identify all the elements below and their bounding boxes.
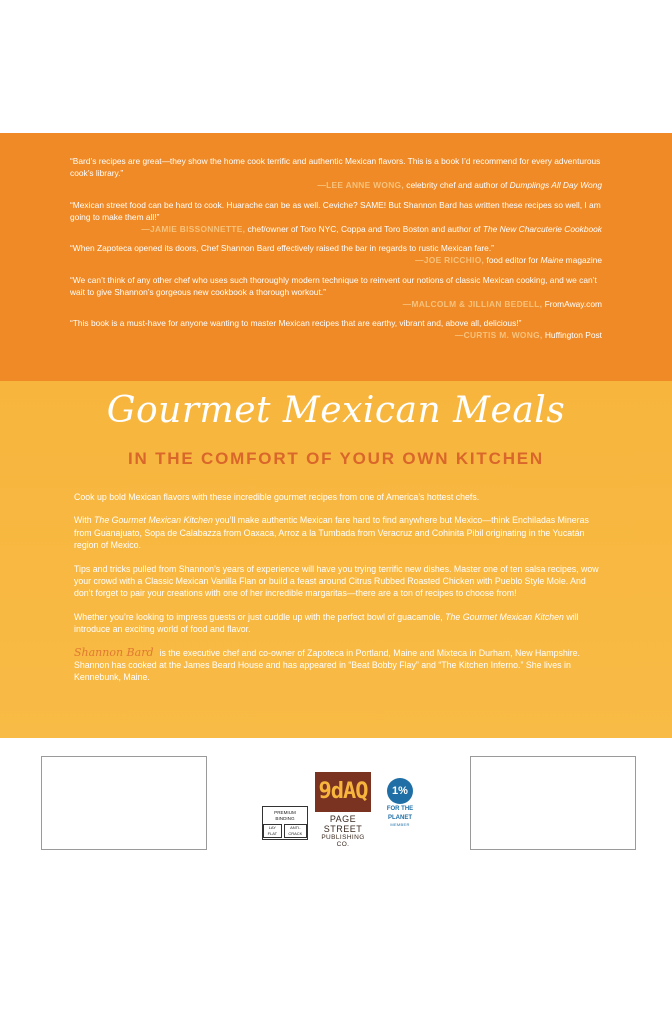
barcode-placeholder — [470, 756, 636, 850]
quote-role: celebrity chef and author of — [403, 180, 510, 191]
quote-attribution — [70, 223, 602, 235]
description-paragraph — [74, 514, 604, 551]
script-title: Gourmet Mexican Meals — [106, 390, 566, 431]
quote-text: “When Zapoteca opened its doors, Chef Shannon Bard effectively raised the bar in regards to rustic Mexican fare.” — [70, 243, 494, 254]
barcode-placeholder — [41, 756, 207, 850]
quote-text: “Mexican street food can be hard to cook. Huarache can be as well. Ceviche? SAME! But Shannon Bard has written these recipes so well, I am going to make them all!” — [70, 199, 601, 222]
planet-members: MEMBER — [390, 822, 410, 827]
quote-author: —JOE RICCHIO, — [415, 255, 485, 266]
quote-role: food editor for — [484, 255, 541, 266]
description-paragraph: Tips and tricks pulled from Shannon’s years of experience will have you trying terrific new dishes. Master one of ten salsa recipes, wow your crowd with a Classic Mexican Vanilla Flan or build a feast around Citrus Rubbed Roasted Chicken with Pueblo Style Mole. And don’t forget to pair your creations with one of her incredible margaritas—there are a ton of recipes to choose from! — [74, 563, 599, 599]
quote-book: Maine — [540, 255, 564, 266]
quote-author: —CURTIS M. WONG, — [454, 330, 543, 341]
author-bio — [74, 647, 604, 684]
binding-cells — [263, 824, 307, 838]
quote-attribution — [70, 298, 602, 310]
planet-line: FOR THE — [386, 806, 414, 812]
text: will introduce an exciting world of food and flavor. — [74, 611, 579, 635]
binding-cell: LAY FLAT — [263, 824, 282, 838]
praise-quotes — [70, 155, 602, 349]
quote — [70, 317, 602, 341]
quote-attribution — [70, 329, 602, 341]
quote-role: FromAway.com — [542, 299, 602, 310]
quote — [70, 274, 602, 311]
text: you’ll make authentic Mexican fare hard to find anywhere but Mexico—think Enchiladas Mineras from Guanajuato, Sopa de Calabazza from Oaxaca, Arroz a la Tumbada from Veracruz and Cohinita Pibil originating in the Yucatán region of Mexico. — [74, 515, 589, 551]
binding-line: PREMIUM — [274, 810, 296, 815]
premium-binding-logo — [262, 806, 308, 840]
quote-book: The New Charcuterie Cookbook — [482, 224, 602, 235]
quote-book: Dumplings All Day Wong — [509, 180, 602, 191]
publisher-mark: 9dAQ — [315, 772, 371, 812]
one-percent-planet-logo — [380, 778, 420, 827]
binding-cell: ANTI-CRACK — [284, 824, 307, 838]
quote-role: chef/owner of Toro NYC, Coppa and Toro Boston and author of — [245, 224, 483, 235]
quote-publication: magazine — [563, 255, 602, 266]
subtitle: IN THE COMFORT OF YOUR OWN KITCHEN — [128, 449, 544, 468]
planet-line: PLANET — [388, 815, 412, 821]
quote — [70, 242, 602, 266]
quote-author: —LEE ANNE WONG, — [317, 180, 404, 191]
author-signature: Shannon Bard — [74, 645, 154, 659]
quote-author: —JAMIE BISSONNETTE, — [141, 224, 246, 235]
quote — [70, 199, 602, 236]
quote-author: —MALCOLM & JILLIAN BEDELL, — [402, 299, 543, 310]
text: Whether you’re looking to impress guests or just cuddle up with the perfect bowl of guacamole, — [74, 611, 446, 622]
publisher-sub: PUBLISHING CO. — [321, 834, 365, 848]
planet-circle: 1% — [387, 778, 413, 804]
quote — [70, 155, 602, 192]
binding-line: BINDING — [275, 816, 295, 821]
book-title: The Gourmet Mexican Kitchen — [445, 611, 564, 622]
quote-text: “We can’t think of any other chef who uses such thoroughly modern technique to reinvent our notions of classic Mexican cooking, and we can’t wait to give Shannon’s gorgeous new cookbook a thorough workout.” — [70, 274, 597, 297]
publisher-logo — [315, 772, 371, 848]
publisher-name: PAGE STREET — [323, 814, 363, 834]
description — [74, 491, 604, 695]
quote-text: “Bard’s recipes are great—they show the home cook terrific and authentic Mexican flavors. This is a book I’d recommend for every adventurous cook’s library.” — [70, 156, 601, 179]
quote-role: Huffington Post — [542, 330, 602, 341]
description-paragraph: Cook up bold Mexican flavors with these incredible gourmet recipes from one of America’s hottest chefs. — [74, 492, 480, 502]
book-title: The Gourmet Mexican Kitchen — [94, 515, 213, 526]
author-bio-text: is the executive chef and co-owner of Zapoteca in Portland, Maine and Mixteca in Durham, New Hampshire. Shannon has cooked at the James Beard House and has appeared in “Beat Bobby Flay” and “The Kitchen Inferno.” She lives in Kennebunk, Maine. — [74, 647, 581, 683]
quote-attribution — [70, 254, 602, 266]
description-paragraph — [74, 611, 604, 636]
quote-text: “This book is a must-have for anyone wanting to master Mexican recipes that are earthy, vibrant and, above all, delicious!” — [70, 318, 522, 329]
quote-attribution — [70, 179, 602, 191]
text: With — [74, 515, 95, 526]
